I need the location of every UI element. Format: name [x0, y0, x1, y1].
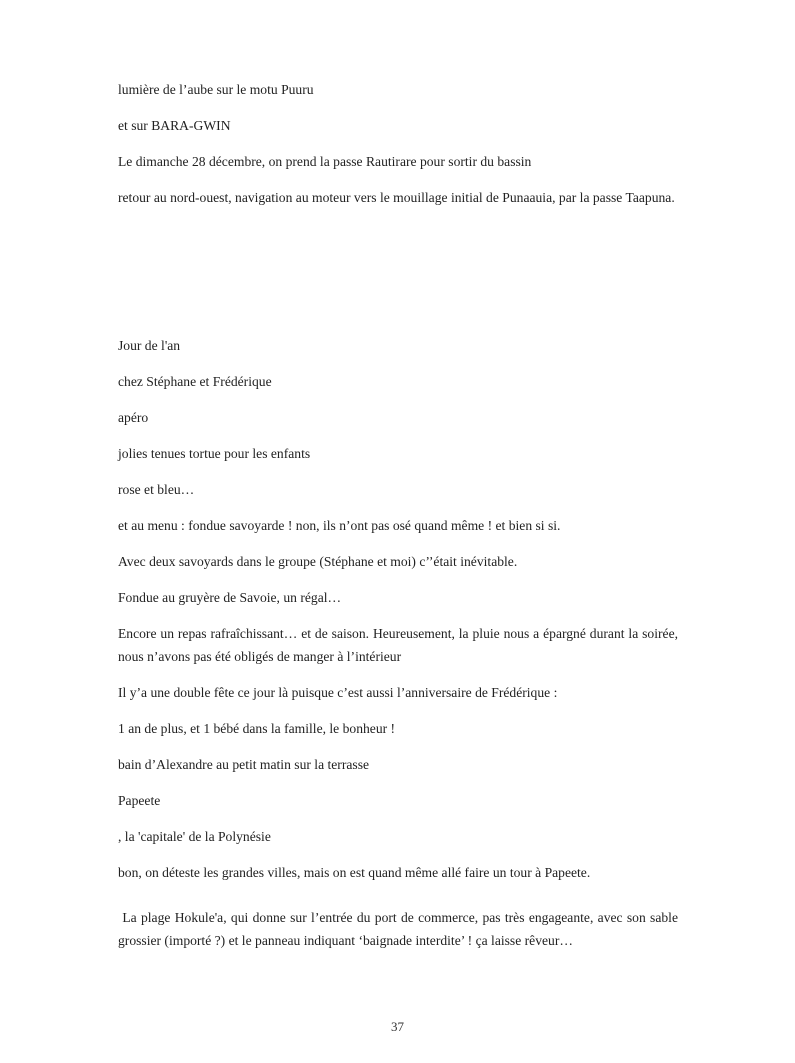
paragraph-gruyere: Fondue au gruyère de Savoie, un régal…	[118, 590, 342, 605]
paragraph-turtle-outfits: jolies tenues tortue pour les enfants	[118, 446, 311, 461]
paragraph-two-savoyards: Avec deux savoyards dans le groupe (Stéphane et moi) c’’était inévitable.	[118, 554, 518, 569]
paragraph-dawn-light: lumière de l’aube sur le motu Puuru	[118, 82, 314, 97]
paragraph-papeete: Papeete	[118, 793, 161, 808]
paragraph-refreshing-meal: Encore un repas rafraîchissant… et de saison. Heureusement, la pluie nous a épargné durant la soirée, nous n’avons pas été obligés de manger à l’intérieur	[118, 626, 678, 664]
paragraph-at-stephane: chez Stéphane et Frédérique	[118, 374, 272, 389]
page-number: 37	[391, 1019, 404, 1034]
paragraph-return-northwest: retour au nord-ouest, navigation au moteur vers le mouillage initial de Punaauia, par la passe Taapuna.	[118, 190, 675, 205]
paragraph-capital: , la 'capitale' de la Polynésie	[118, 829, 271, 844]
paragraph-bara-gwin: et sur BARA-GWIN	[118, 118, 231, 133]
paragraph-double-celebration: Il y’a une double fête ce jour là puisque c’est aussi l’anniversaire de Frédérique :	[118, 685, 558, 700]
paragraph-new-year: Jour de l'an	[118, 338, 181, 353]
paragraph-one-more-year: 1 an de plus, et 1 bébé dans la famille, le bonheur !	[118, 721, 396, 736]
paragraph-menu-fondue: et au menu : fondue savoyarde ! non, ils n’ont pas osé quand même ! et bien si si.	[118, 518, 561, 533]
paragraph-apero: apéro	[118, 410, 149, 425]
paragraph-alexandre-bath: bain d’Alexandre au petit matin sur la terrasse	[118, 757, 370, 772]
paragraph-pink-blue: rose et bleu…	[118, 482, 195, 497]
paragraph-hokulea-beach: La plage Hokule'a, qui donne sur l’entrée du port de commerce, pas très engageante, avec son sable grossier (importé ?) et le panneau indiquant ‘baignade interdite’ ! ça laisse rêveur…	[118, 910, 682, 948]
paragraph-sunday-passage: Le dimanche 28 décembre, on prend la passe Rautirare pour sortir du bassin	[118, 154, 532, 169]
paragraph-big-cities: bon, on déteste les grandes villes, mais on est quand même allé faire un tour à Papeete.	[118, 865, 591, 880]
